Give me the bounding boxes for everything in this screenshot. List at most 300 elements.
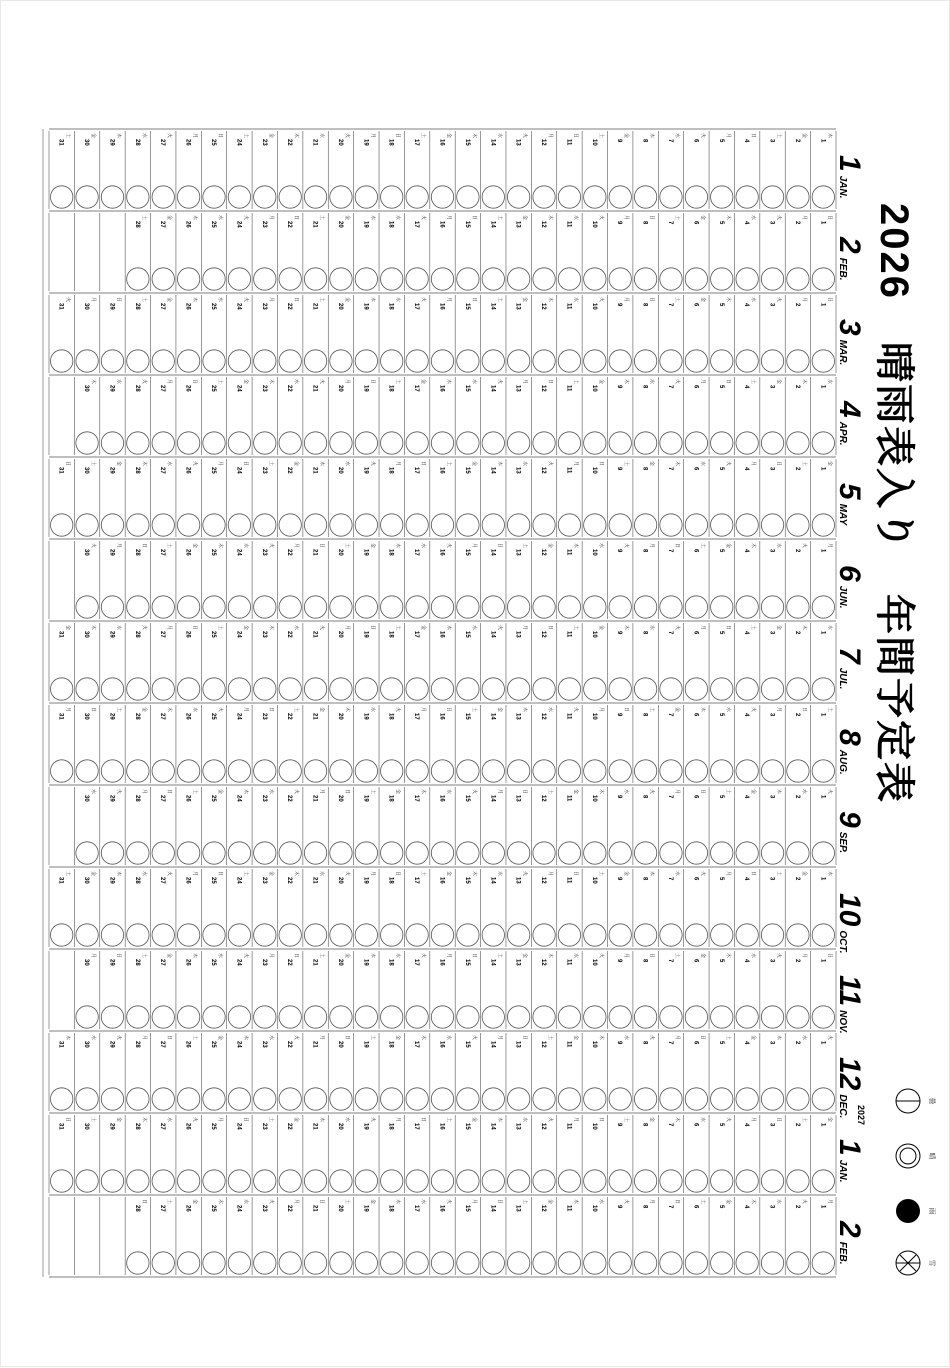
weather-circle — [431, 432, 453, 454]
day-number: 26 — [184, 631, 191, 638]
month-name: FEB. — [837, 257, 848, 281]
day-number: 7 — [666, 795, 673, 799]
weather-circle — [609, 760, 631, 782]
day-number: 26 — [184, 713, 191, 720]
day-number: 14 — [489, 959, 496, 966]
weekday-label: 金 — [267, 871, 274, 877]
weather-circle — [711, 186, 733, 208]
weather-circle — [254, 1088, 276, 1110]
weekday-label: 月 — [623, 953, 630, 959]
weather-circle — [330, 1088, 352, 1110]
weekday-label: 水 — [775, 1199, 782, 1205]
day-number: 26 — [184, 549, 191, 556]
weather-circle — [304, 760, 326, 782]
day-number: 28 — [133, 877, 140, 884]
weekday-label: 金 — [521, 953, 528, 959]
weather-circle — [558, 432, 580, 454]
day-number: 23 — [260, 631, 267, 638]
day-number: 15 — [463, 959, 470, 966]
day-number: 13 — [514, 1123, 521, 1130]
weather-circle — [482, 186, 504, 208]
day-number: 13 — [514, 877, 521, 884]
weather-circle — [330, 1252, 352, 1274]
month-number: 3 — [833, 319, 866, 336]
day-number: 16 — [438, 1205, 445, 1212]
day-number: 25 — [210, 303, 217, 310]
weekday-label: 日 — [547, 379, 554, 385]
day-number: 4 — [743, 795, 750, 799]
day-number: 3 — [768, 467, 775, 471]
weather-circle — [584, 514, 606, 536]
weather-circle — [330, 1170, 352, 1192]
weekday-label: 木 — [597, 789, 604, 795]
weather-circle — [482, 1006, 504, 1028]
weekday-label: 月 — [750, 1117, 757, 1123]
day-number: 15 — [463, 467, 470, 474]
day-number: 10 — [590, 1041, 597, 1048]
day-number: 18 — [387, 139, 394, 146]
day-number: 24 — [235, 467, 242, 474]
day-number: 11 — [565, 1123, 572, 1130]
day-number: 13 — [514, 303, 521, 310]
weekday-label: 水 — [623, 789, 630, 795]
weekday-label: 水 — [90, 1035, 97, 1041]
day-number: 11 — [565, 877, 572, 884]
weekday-label: 木 — [826, 871, 833, 877]
day-number: 13 — [514, 549, 521, 556]
weekday-label: 月 — [90, 297, 97, 303]
weekday-label: 日 — [166, 789, 173, 795]
weather-circle — [254, 350, 276, 372]
weekday-label: 火 — [496, 379, 503, 385]
weather-circle — [711, 350, 733, 372]
weather-circle — [203, 350, 225, 372]
day-number: 30 — [83, 467, 90, 474]
day-number: 3 — [768, 549, 775, 553]
day-number: 13 — [514, 467, 521, 474]
day-number: 31 — [57, 631, 64, 638]
weekday-label: 木 — [648, 871, 655, 877]
weekday-label: 火 — [826, 1035, 833, 1041]
day-number: 20 — [336, 221, 343, 228]
weekday-label: 土 — [445, 461, 452, 467]
weather-circle — [533, 596, 555, 618]
month-name: DEC. — [837, 1094, 848, 1119]
weekday-label: 土 — [496, 953, 503, 959]
weekday-label: 水 — [750, 953, 757, 959]
weekday-label: 月 — [648, 1199, 655, 1205]
weather-circle — [736, 1088, 758, 1110]
day-number: 9 — [616, 303, 623, 307]
weekday-label: 火 — [597, 297, 604, 303]
day-number: 12 — [540, 1205, 547, 1212]
weather-circle — [203, 924, 225, 946]
weather-circle — [761, 924, 783, 946]
day-number: 22 — [286, 1123, 293, 1130]
weekday-label: 金 — [369, 1199, 376, 1205]
weather-circle — [355, 186, 377, 208]
weather-circle — [736, 596, 758, 618]
day-number: 8 — [641, 139, 648, 143]
weather-circle — [584, 596, 606, 618]
weather-circle — [634, 350, 656, 372]
weekday-label: 金 — [826, 1117, 833, 1123]
weather-circle — [634, 924, 656, 946]
weather-circle — [609, 350, 631, 372]
weather-circle — [254, 432, 276, 454]
weekday-label: 木 — [242, 789, 249, 795]
weather-circle — [634, 432, 656, 454]
weather-circle — [381, 760, 403, 782]
weekday-label: 金 — [597, 379, 604, 385]
weekday-label: 火 — [420, 297, 427, 303]
weather-circle — [457, 350, 479, 372]
weekday-label: 水 — [394, 215, 401, 221]
day-number: 8 — [641, 959, 648, 963]
weekday-label: 日 — [140, 1199, 147, 1205]
weather-circle — [203, 678, 225, 700]
day-number: 16 — [438, 795, 445, 802]
day-number: 18 — [387, 549, 394, 556]
day-number: 7 — [666, 959, 673, 963]
weekday-label: 日 — [547, 625, 554, 631]
weather-circle — [101, 186, 123, 208]
weather-circle — [787, 924, 809, 946]
day-number: 29 — [108, 959, 115, 966]
weekday-label: 月 — [496, 1035, 503, 1041]
legend-label: 曇 — [928, 1097, 936, 1105]
weekday-label: 日 — [166, 1035, 173, 1041]
weather-circle — [330, 596, 352, 618]
day-number: 1 — [819, 795, 826, 799]
weekday-label: 水 — [191, 707, 198, 713]
weather-circle — [736, 1252, 758, 1274]
weather-circle — [533, 842, 555, 864]
month-name: FEB. — [837, 1241, 848, 1265]
weather-circle — [482, 350, 504, 372]
weather-circle — [609, 1252, 631, 1274]
weekday-label: 月 — [800, 215, 807, 221]
weather-circle — [507, 514, 529, 536]
weather-circle — [787, 678, 809, 700]
weather-circle — [558, 1170, 580, 1192]
weekday-label: 金 — [445, 133, 452, 139]
weather-circle — [660, 350, 682, 372]
day-number: 10 — [590, 795, 597, 802]
weather-circle — [304, 1006, 326, 1028]
day-number: 14 — [489, 795, 496, 802]
weather-circle — [101, 432, 123, 454]
weekday-label: 火 — [699, 133, 706, 139]
day-number: 30 — [83, 139, 90, 146]
day-number: 3 — [768, 303, 775, 307]
weather-circle — [177, 678, 199, 700]
weekday-label: 日 — [217, 871, 224, 877]
weekday-label: 日 — [369, 625, 376, 631]
day-number: 21 — [311, 1123, 318, 1130]
weekday-label: 火 — [242, 953, 249, 959]
weather-circle — [127, 186, 149, 208]
day-number: 26 — [184, 1041, 191, 1048]
day-number: 25 — [210, 631, 217, 638]
weekday-label: 月 — [267, 297, 274, 303]
weekday-label: 火 — [318, 379, 325, 385]
weekday-label: 土 — [217, 625, 224, 631]
weekday-label: 金 — [445, 871, 452, 877]
weather-circle — [711, 1252, 733, 1274]
weekday-label: 金 — [191, 1199, 198, 1205]
day-number: 25 — [210, 1205, 217, 1212]
weather-circle — [254, 514, 276, 536]
day-number: 24 — [235, 139, 242, 146]
weekday-label: 水 — [597, 1199, 604, 1205]
weather-circle — [406, 350, 428, 372]
weekday-label: 火 — [800, 543, 807, 549]
weather-circle — [609, 1170, 631, 1192]
weather-circle — [457, 596, 479, 618]
month-label — [834, 401, 864, 446]
day-number: 10 — [590, 139, 597, 146]
weekday-label: 木 — [445, 625, 452, 631]
weekday-label: 金 — [140, 707, 147, 713]
day-number: 20 — [336, 877, 343, 884]
weather-circle — [381, 678, 403, 700]
day-number: 29 — [108, 877, 115, 884]
day-number: 28 — [133, 139, 140, 146]
weekday-label: 火 — [369, 461, 376, 467]
weekday-label: 木 — [750, 543, 757, 549]
day-number: 26 — [184, 795, 191, 802]
weather-circle — [634, 1006, 656, 1028]
weekday-label: 火 — [64, 297, 71, 303]
weather-circle — [761, 432, 783, 454]
weather-circle — [533, 1252, 555, 1274]
weather-circle — [381, 186, 403, 208]
weekday-label: 木 — [369, 215, 376, 221]
weekday-label: 火 — [800, 1199, 807, 1205]
weekday-label: 火 — [547, 461, 554, 467]
weather-circle — [76, 924, 98, 946]
day-number: 23 — [260, 959, 267, 966]
weekday-label: 金 — [343, 215, 350, 221]
day-number: 14 — [489, 713, 496, 720]
weekday-label: 火 — [369, 1117, 376, 1123]
day-number: 16 — [438, 139, 445, 146]
weekday-label: 月 — [572, 461, 579, 467]
day-number: 28 — [133, 631, 140, 638]
month-name: OCT. — [837, 930, 848, 954]
weather-circle — [761, 596, 783, 618]
day-number: 17 — [413, 959, 420, 966]
weekday-label: 水 — [420, 1199, 427, 1205]
day-number: 26 — [184, 1123, 191, 1130]
weather-circle — [711, 432, 733, 454]
weekday-label: 土 — [267, 1117, 274, 1123]
day-number: 18 — [387, 303, 394, 310]
weather-circle — [355, 842, 377, 864]
weekday-label: 土 — [496, 297, 503, 303]
month-name: JAN. — [837, 1159, 848, 1183]
day-number: 22 — [286, 467, 293, 474]
weather-circle — [660, 842, 682, 864]
weather-circle — [406, 268, 428, 290]
weekday-label: 月 — [343, 379, 350, 385]
day-number: 11 — [565, 795, 572, 802]
weekday-label: 木 — [64, 1035, 71, 1041]
day-number: 12 — [540, 139, 547, 146]
weather-circle — [127, 432, 149, 454]
day-number: 21 — [311, 631, 318, 638]
weekday-label: 水 — [445, 1035, 452, 1041]
weather-circle — [736, 924, 758, 946]
weather-circle — [584, 1170, 606, 1192]
weather-circle — [609, 514, 631, 536]
weekday-label: 土 — [166, 1199, 173, 1205]
weather-circle — [203, 186, 225, 208]
weekday-label: 金 — [394, 1035, 401, 1041]
weather-circle — [177, 514, 199, 536]
weather-circle — [177, 842, 199, 864]
weather-circle — [558, 924, 580, 946]
day-number: 23 — [260, 221, 267, 228]
weather-circle — [533, 268, 555, 290]
day-number: 6 — [692, 1041, 699, 1045]
weekday-label: 金 — [547, 543, 554, 549]
weather-circle — [660, 596, 682, 618]
weekday-label: 土 — [699, 1199, 706, 1205]
weekday-label: 金 — [394, 789, 401, 795]
day-number: 16 — [438, 549, 445, 556]
day-number: 2 — [793, 1041, 800, 1045]
weekday-label: 火 — [318, 625, 325, 631]
day-number: 9 — [616, 1205, 623, 1209]
weekday-label: 火 — [724, 461, 731, 467]
weekday-label: 金 — [64, 625, 71, 631]
weekday-label: 月 — [369, 871, 376, 877]
day-number: 7 — [666, 877, 673, 881]
day-number: 17 — [413, 1041, 420, 1048]
weather-circle — [761, 186, 783, 208]
weather-circle — [507, 1170, 529, 1192]
weekday-label: 日 — [445, 707, 452, 713]
weather-circle — [76, 432, 98, 454]
weekday-label: 水 — [369, 707, 376, 713]
day-number: 12 — [540, 303, 547, 310]
day-number: 27 — [159, 467, 166, 474]
weekday-label: 金 — [343, 297, 350, 303]
day-number: 10 — [590, 713, 597, 720]
weekday-label: 金 — [293, 1117, 300, 1123]
weather-circle — [761, 350, 783, 372]
weather-circle — [711, 760, 733, 782]
weather-circle — [203, 1006, 225, 1028]
weekday-label: 土 — [648, 707, 655, 713]
day-number: 19 — [362, 877, 369, 884]
weekday-label: 金 — [242, 625, 249, 631]
day-number: 20 — [336, 549, 343, 556]
day-number: 16 — [438, 631, 445, 638]
weather-circle — [482, 924, 504, 946]
day-number: 24 — [235, 877, 242, 884]
day-number: 14 — [489, 631, 496, 638]
calendar-grid — [1, 1, 950, 1368]
day-number: 30 — [83, 303, 90, 310]
weather-circle — [76, 842, 98, 864]
day-number: 5 — [717, 467, 724, 471]
weekday-label: 土 — [521, 1199, 528, 1205]
weekday-label: 水 — [318, 871, 325, 877]
day-number: 10 — [590, 877, 597, 884]
day-number: 9 — [616, 713, 623, 717]
month-label — [834, 237, 864, 280]
weather-circle — [482, 678, 504, 700]
weather-circle — [152, 678, 174, 700]
day-number: 1 — [819, 1205, 826, 1209]
weekday-label: 水 — [572, 215, 579, 221]
weather-circle — [279, 350, 301, 372]
weather-circle — [203, 596, 225, 618]
weekday-label: 月 — [140, 1035, 147, 1041]
weather-circle — [812, 350, 834, 372]
day-number: 4 — [743, 959, 750, 963]
weekday-label: 土 — [547, 1035, 554, 1041]
month-name: APR. — [837, 421, 848, 446]
day-number: 2 — [793, 139, 800, 143]
weather-circle — [228, 350, 250, 372]
weather-circle — [406, 760, 428, 782]
weather-circle — [406, 186, 428, 208]
day-number: 13 — [514, 631, 521, 638]
weekday-label: 月 — [191, 871, 198, 877]
weekday-label: 火 — [750, 707, 757, 713]
day-number: 14 — [489, 221, 496, 228]
weekday-label: 日 — [191, 379, 198, 385]
weather-circle — [228, 1006, 250, 1028]
weather-circle — [457, 924, 479, 946]
weekday-label: 木 — [318, 1117, 325, 1123]
day-number: 3 — [768, 1041, 775, 1045]
weekday-label: 日 — [394, 871, 401, 877]
weather-circle — [177, 1006, 199, 1028]
weekday-label: 日 — [293, 953, 300, 959]
month-number: 4 — [833, 401, 866, 418]
weather-circle — [203, 268, 225, 290]
weather-circle — [787, 1088, 809, 1110]
weekday-label: 火 — [191, 461, 198, 467]
day-number: 15 — [463, 1041, 470, 1048]
weather-circle — [457, 760, 479, 782]
weekday-label: 木 — [572, 1199, 579, 1205]
weather-circle — [203, 1088, 225, 1110]
weekday-label: 水 — [217, 215, 224, 221]
weekday-label: 金 — [699, 953, 706, 959]
day-number: 12 — [540, 713, 547, 720]
weekday-label: 火 — [724, 1117, 731, 1123]
weekday-label: 火 — [242, 297, 249, 303]
weather-circle — [660, 1170, 682, 1192]
weather-circle — [177, 432, 199, 454]
weekday-label: 月 — [648, 543, 655, 549]
weekday-label: 火 — [90, 543, 97, 549]
legend-label: 晴 — [928, 1152, 936, 1160]
weekday-label: 日 — [343, 1035, 350, 1041]
weekday-label: 月 — [597, 707, 604, 713]
weekday-label: 火 — [115, 1035, 122, 1041]
weekday-label: 日 — [724, 379, 731, 385]
weekday-label: 火 — [547, 1117, 554, 1123]
weekday-label: 火 — [267, 1199, 274, 1205]
weekday-label: 水 — [242, 1199, 249, 1205]
